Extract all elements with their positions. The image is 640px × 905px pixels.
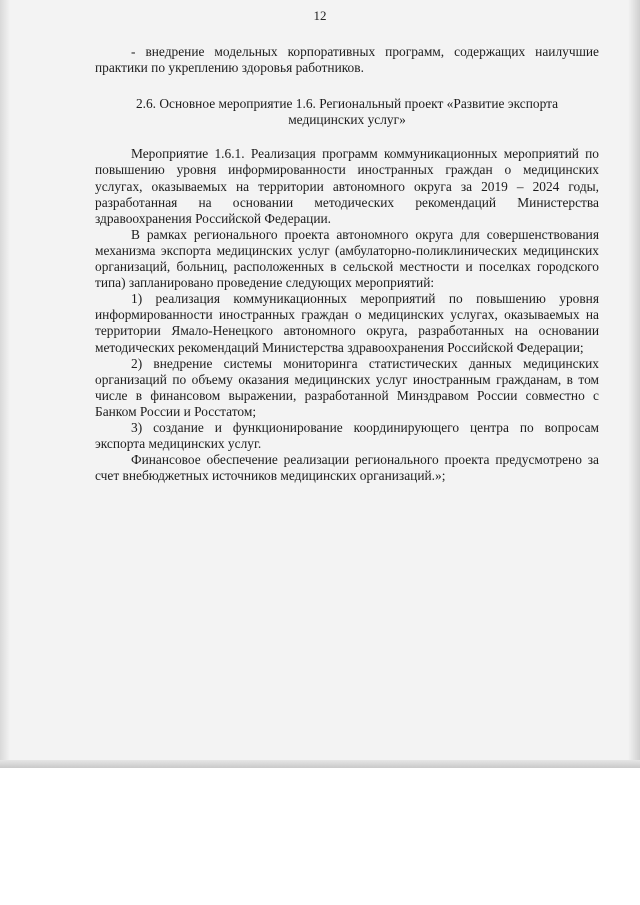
list-item-2: 2) внедрение системы мониторинга статистических данных медицинских организаций по объему оказания медицинских услуг иностранным гражданам, в том числе в финансовом выражении, разработанной Минздравом России совместно с Банком России и Росстатом;	[95, 355, 599, 419]
paragraph-regional-project: В рамках регионального проекта автономного округа для совершенствования механизма экспорта медицинских услуг (амбулаторно-поликлинических медицинских организаций, больниц, расположенных в сельской местности и поселках городского типа) запланировано проведение следующих мероприятий:	[95, 226, 599, 291]
section-heading: 2.6. Основное мероприятие 1.6. Региональный проект «Развитие экспорта медицинских услуг»	[135, 96, 559, 128]
scan-shadow-left	[0, 0, 10, 768]
document-body	[95, 44, 599, 484]
scan-bottom-edge	[0, 760, 640, 768]
page-number: 12	[313, 8, 327, 23]
paragraph-financing: Финансовое обеспечение реализации регионального проекта предусмотрено за счет внебюджетных источников медицинских организаций.»;	[95, 452, 599, 484]
paragraph-measure-1-6-1: Мероприятие 1.6.1. Реализация программ коммуникационных мероприятий по повышению уровня информированности иностранных граждан о медицинских услугах, оказываемых на территории автономного округа за 2019 – 2024 годы, разработанная на основании методических рекомендаций Министерства здравоохранения Российской Федерации.	[95, 146, 599, 226]
scan-shadow-right	[628, 0, 640, 768]
intro-list-item: - внедрение модельных корпоративных программ, содержащих наилучшие практики по укреплению здоровья работников.	[95, 44, 599, 76]
list-item-3: 3) создание и функционирование координирующего центра по вопросам экспорта медицинских услуг.	[95, 419, 599, 452]
list-item-1: 1) реализация коммуникационных мероприятий по повышению уровня информированности иностранных граждан о медицинских услугах, оказываемых на территории Ямало-Ненецкого автономного округа, разработанных на основании методических рекомендаций Министерства здравоохранения Российской Федерации;	[95, 291, 599, 355]
